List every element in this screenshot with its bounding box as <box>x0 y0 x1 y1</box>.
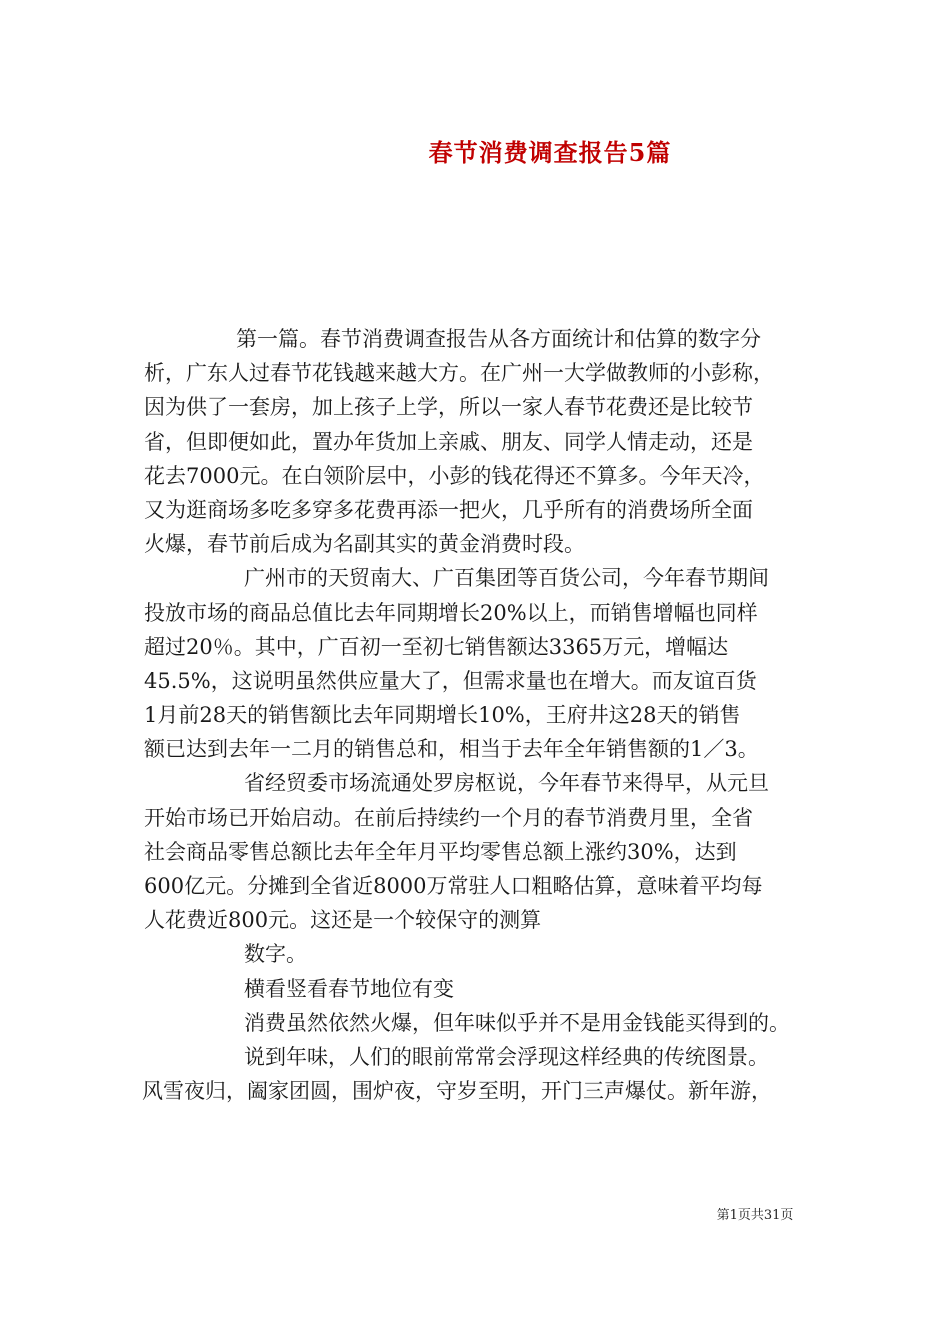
text-line: 600亿元。分摊到全省近8000万常驻人口粗略估算，意味着平均每 <box>144 874 763 898</box>
text-line: 数字。 <box>244 942 307 967</box>
text-line: 社会商品零售总额比去年全年月平均零售总额上涨约30%，达到 <box>144 839 737 864</box>
text-line: 消费虽然依然火爆，但年味似乎并不是用金钱能买得到的。 <box>244 1010 790 1035</box>
text-line: 第一篇。春节消费调查报告从各方面统计和估算的数字分 <box>236 327 761 351</box>
text-line: 人花费近800元。这还是一个较保守的测算 <box>144 908 542 933</box>
text-line: 超过20％。其中，广百初一至初七销售额达3365万元，增幅达 <box>144 634 729 659</box>
text-line: 1月前28天的销售额比去年同期增长10%，王府井这28天的销售 <box>144 703 741 728</box>
text-line: 广州市的天贸南大、广百集团等百货公司，今年春节期间 <box>244 566 769 591</box>
text-line: 额已达到去年一二月的销售总和，相当于去年全年销售额的1／3。 <box>144 737 759 762</box>
section-heading: 横看竖看春节地位有变 <box>244 976 454 1001</box>
text-line: 析，广东人过春节花钱越来越大方。在广州一大学做教师的小彭称， <box>144 361 774 386</box>
text-line: 花去7000元。在白领阶层中，小彭的钱花得还不算多。今年天冷， <box>144 463 765 488</box>
text-line: 省，但即便如此，置办年货加上亲戚、朋友、同学人情走动，还是 <box>144 429 753 454</box>
text-line: 开始市场已开始启动。在前后持续约一个月的春节消费月里，全省 <box>144 805 753 830</box>
text-line: 45.5%，这说明虽然供应量大了，但需求量也在增大。而友谊百货 <box>144 668 757 693</box>
page-number: 第1页共31页 <box>716 1208 794 1223</box>
text-line: 火爆，春节前后成为名副其实的黄金消费时段。 <box>144 532 585 557</box>
text-line: 风雪夜归，阖家团圆，围炉夜，守岁至明，开门三声爆仗。新年游， <box>142 1079 772 1104</box>
document-title: 春节消费调查报告5篇 <box>428 138 672 167</box>
text-line: 投放市场的商品总值比去年同期增长20%以上，而销售增幅也同样 <box>144 600 758 625</box>
text-line: 省经贸委市场流通处罗房枢说，今年春节来得早，从元旦 <box>244 771 769 796</box>
text-line: 又为逛商场多吃多穿多花费再添一把火，几乎所有的消费场所全面 <box>144 497 753 522</box>
text-line: 说到年味，人们的眼前常常会浮现这样经典的传统图景。 <box>244 1044 769 1069</box>
document-body <box>144 322 810 1108</box>
text-line: 因为供了一套房，加上孩子上学，所以一家人春节花费还是比较节 <box>144 395 753 420</box>
